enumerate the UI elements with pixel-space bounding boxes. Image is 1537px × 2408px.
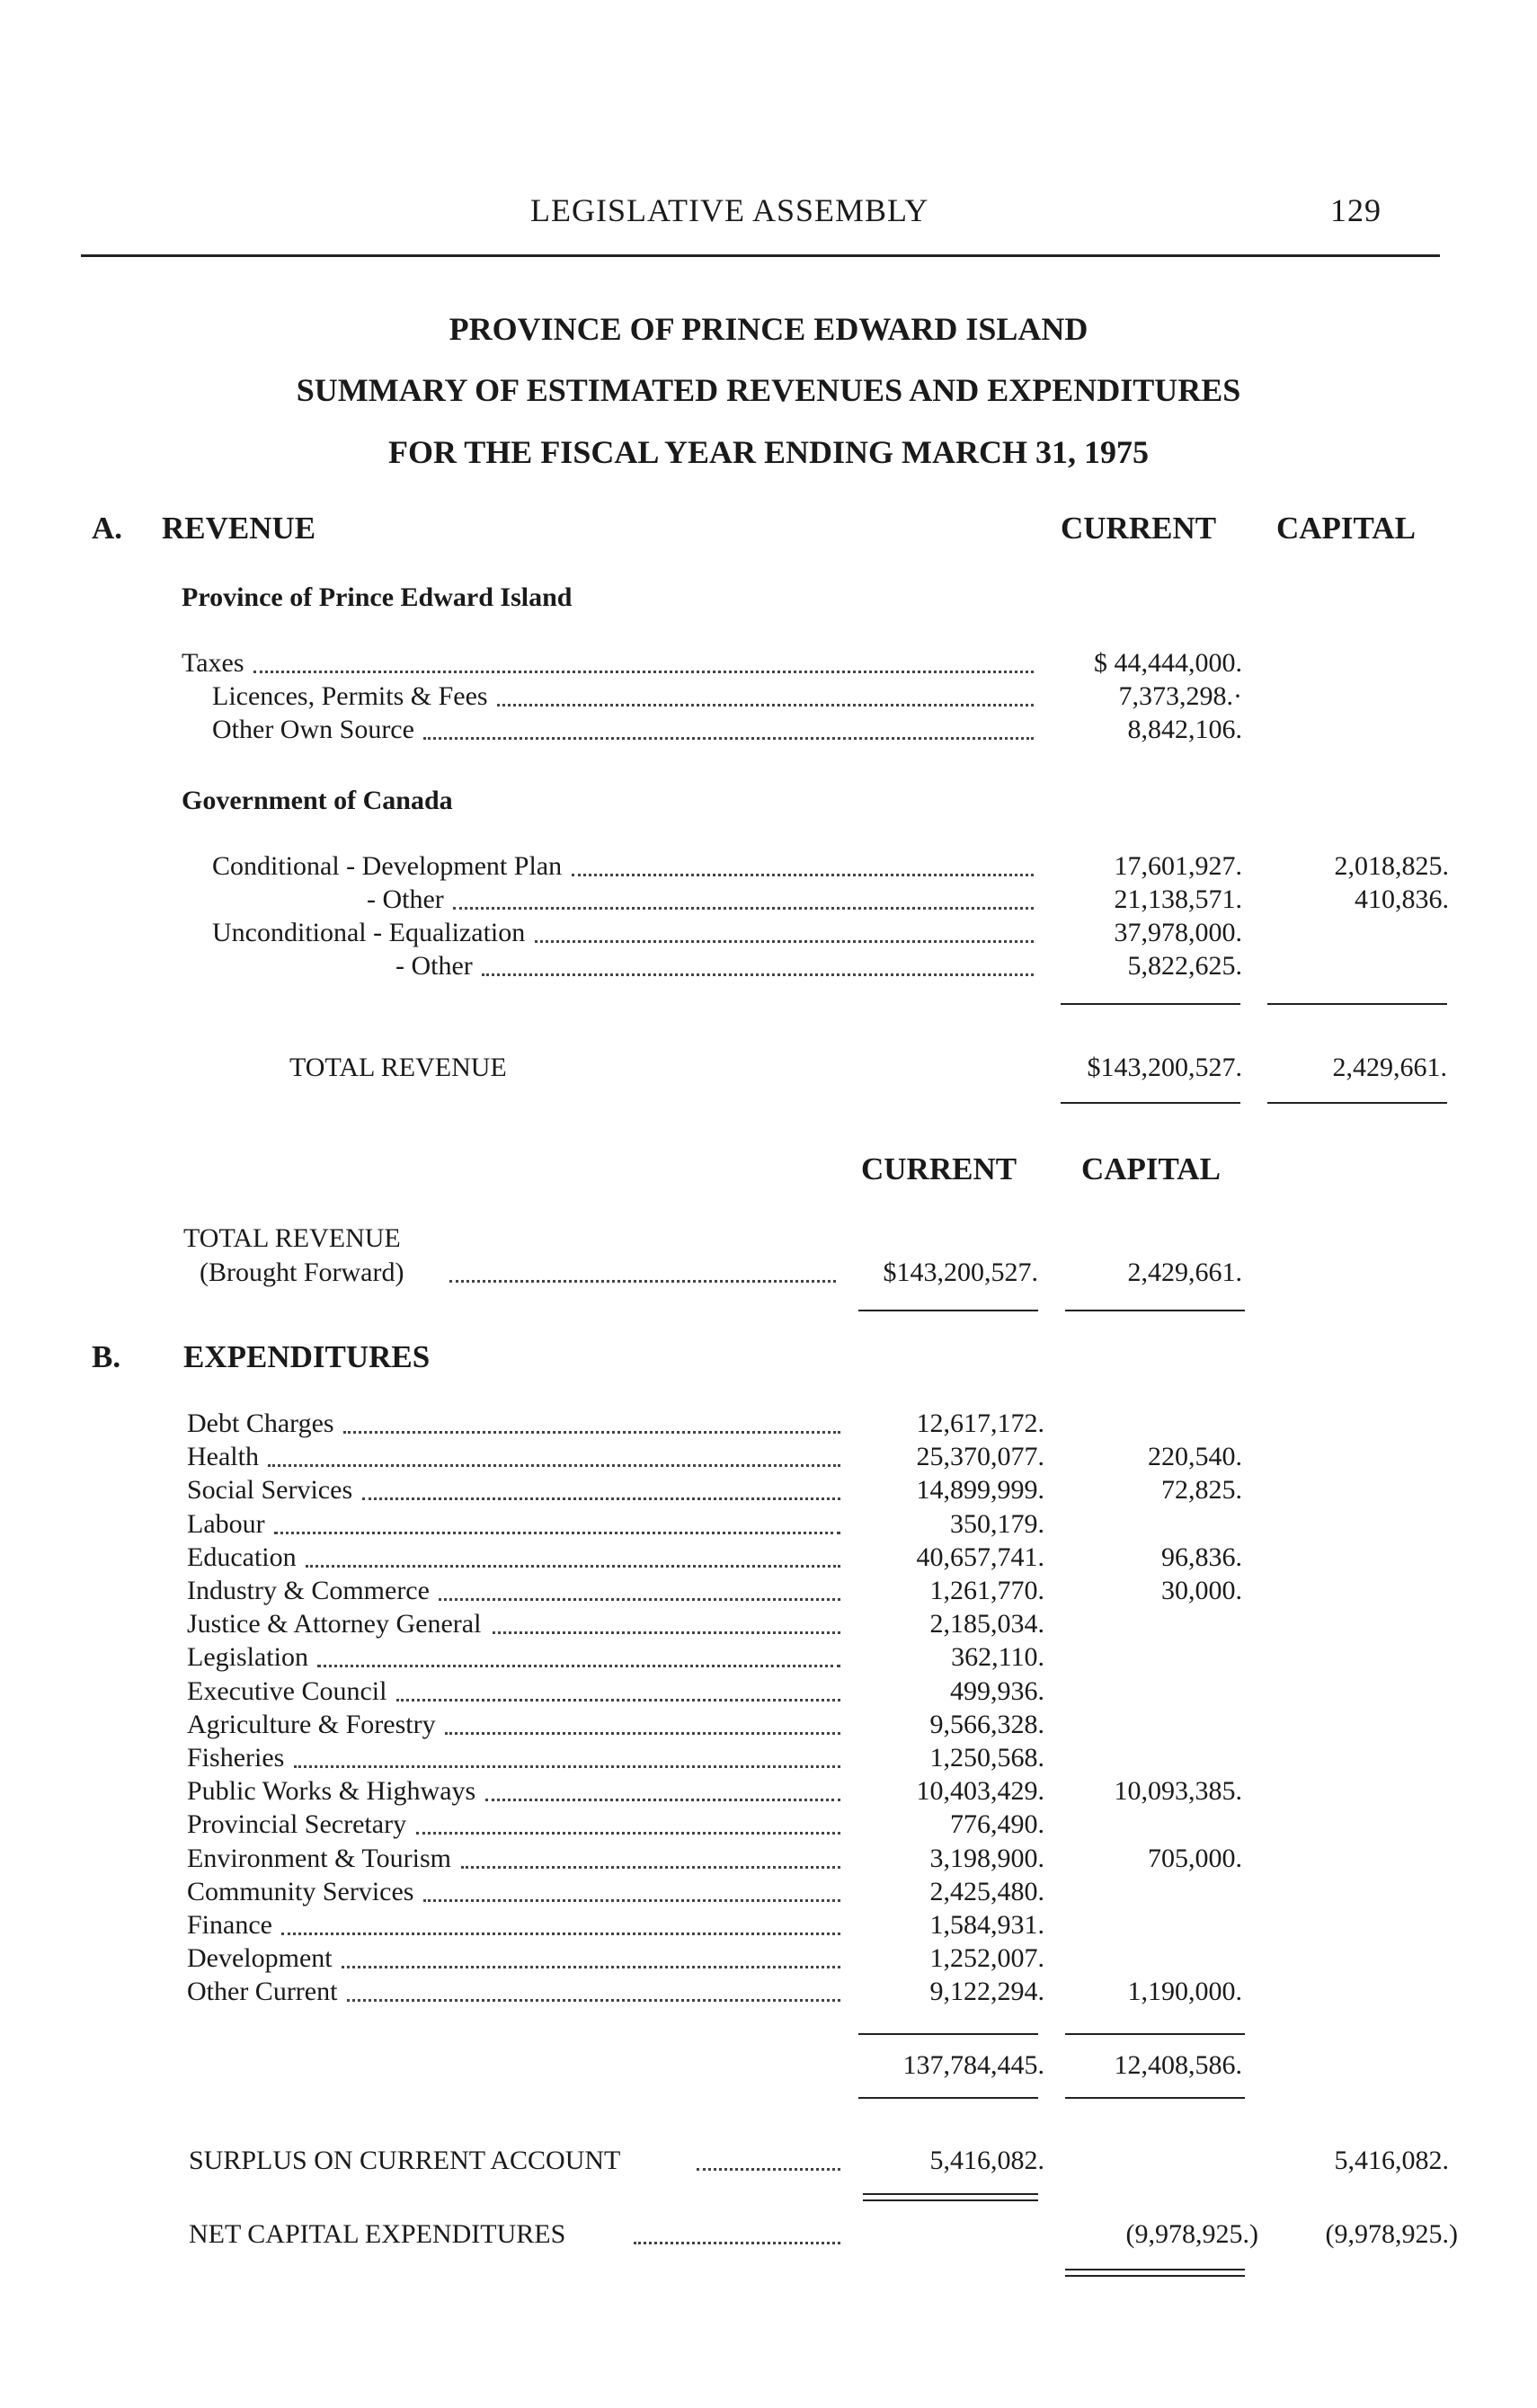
expenditure-row-label: Agriculture & Forestry <box>187 1709 436 1739</box>
expenditure-row-label: Debt Charges <box>187 1408 334 1438</box>
title-province: PROVINCE OF PRINCE EDWARD ISLAND <box>449 311 1088 347</box>
expenditure-row-capital: 96,836. <box>1161 1542 1242 1572</box>
expenditure-row-leader-dots <box>362 1497 840 1500</box>
canada-row-leader-dots <box>453 907 1034 910</box>
canada-row-leader-dots <box>572 874 1034 876</box>
canada-row-current: 17,601,927. <box>1114 851 1242 881</box>
expenditure-row-label: Other Current <box>187 1977 338 2007</box>
net-capital-far: (9,978,925.) <box>1325 2219 1458 2249</box>
province-row-current: $ 44,444,000. <box>1094 648 1242 678</box>
expenditure-row-label: Legislation <box>187 1642 308 1673</box>
expenditure-row-current: 2,425,480. <box>929 1876 1044 1906</box>
expenditure-row-current: 776,490. <box>950 1809 1044 1840</box>
canada-row-label: Unconditional - Equalization <box>212 918 526 947</box>
expenditure-row-leader-dots <box>416 1832 840 1835</box>
carried-label-line1: TOTAL REVENUE <box>183 1223 401 1253</box>
header-rule <box>81 254 1440 257</box>
total-revenue-label: TOTAL REVENUE <box>289 1053 507 1082</box>
surplus-current: 5,416,082. <box>929 2146 1044 2175</box>
surplus-label: SURPLUS ON CURRENT ACCOUNT <box>189 2146 621 2175</box>
revenue-current-subtotal-rule <box>1061 1003 1240 1005</box>
expenditure-capital-total-rule <box>1065 2033 1245 2035</box>
expenditure-row-leader-dots <box>268 1464 840 1467</box>
carried-capital: 2,429,661. <box>1127 1257 1242 1287</box>
expenditure-row-current: 1,250,568. <box>929 1743 1044 1773</box>
carried-label-line2: (Brought Forward) <box>200 1257 404 1287</box>
expenditure-row-leader-dots <box>396 1699 840 1702</box>
expenditure-row-label: Environment & Tourism <box>187 1843 451 1873</box>
section-b-letter: B. <box>92 1339 121 1374</box>
expenditure-row-capital: 72,825. <box>1161 1475 1242 1506</box>
revenue-capital-subtotal-rule <box>1267 1003 1447 1005</box>
canada-group-heading: Government of Canada <box>182 786 453 815</box>
canada-row-leader-dots <box>535 940 1034 943</box>
expenditure-row-current: 3,198,900. <box>929 1843 1044 1873</box>
expenditure-current-total-underline <box>858 2097 1038 2099</box>
expenditure-row-label: Provincial Secretary <box>187 1809 407 1840</box>
expenditure-row-leader-dots <box>485 1799 840 1801</box>
expenditure-row-current: 2,185,034. <box>929 1609 1044 1639</box>
revenue-col-current: CURRENT <box>1061 511 1217 546</box>
province-row-label: Taxes <box>182 648 244 678</box>
province-row-label: Licences, Permits & Fees <box>212 681 488 711</box>
expenditure-row-current: 40,657,741. <box>916 1542 1044 1572</box>
carried-current: $143,200,527. <box>883 1257 1038 1287</box>
surplus-leader-dots <box>697 2168 840 2171</box>
expenditure-row-current: 10,403,429. <box>916 1776 1044 1807</box>
province-row-leader-dots <box>423 737 1034 740</box>
expenditure-row-current: 1,252,007. <box>929 1943 1044 1974</box>
canada-row-leader-dots <box>482 973 1034 976</box>
canada-row-capital: 2,018,825. <box>1334 851 1449 881</box>
net-capital-value: (9,978,925.) <box>1125 2219 1258 2249</box>
expenditure-row-current: 350,179. <box>950 1508 1044 1539</box>
surplus-double-rule <box>863 2193 1038 2201</box>
expenditure-row-current: 1,261,770. <box>929 1576 1044 1605</box>
expenditure-row-leader-dots <box>439 1598 840 1601</box>
expenditure-row-current: 1,584,931. <box>929 1910 1044 1940</box>
expenditure-row-capital: 1,190,000. <box>1127 1977 1242 2007</box>
expenditure-row-leader-dots <box>294 1765 840 1768</box>
total-revenue-current: $143,200,527. <box>1087 1053 1242 1082</box>
province-row-leader-dots <box>497 704 1034 706</box>
expenditure-row-label: Education <box>187 1542 297 1572</box>
expenditure-row-capital: 220,540. <box>1148 1442 1242 1472</box>
province-group-heading: Province of Prince Edward Island <box>182 582 573 612</box>
expenditure-row-label: Justice & Attorney General <box>187 1609 482 1639</box>
carried-col-capital: CAPITAL <box>1081 1151 1221 1186</box>
expenditure-total-capital: 12,408,586. <box>1114 2050 1242 2080</box>
expenditure-row-label: Social Services <box>187 1475 353 1506</box>
section-b-heading: EXPENDITURES <box>183 1339 431 1374</box>
expenditure-row-leader-dots <box>445 1732 840 1735</box>
expenditure-row-current: 9,122,294. <box>929 1977 1044 2007</box>
expenditure-row-current: 25,370,077. <box>916 1442 1044 1472</box>
province-row-leader-dots <box>253 671 1034 673</box>
expenditure-row-label: Development <box>187 1943 333 1974</box>
net-capital-leader-dots <box>634 2242 840 2244</box>
province-row-label: Other Own Source <box>212 715 414 744</box>
net-capital-label: NET CAPITAL EXPENDITURES <box>189 2219 566 2249</box>
province-row-current: 7,373,298.· <box>1118 681 1242 711</box>
expenditure-row-leader-dots <box>342 1966 840 1968</box>
expenditure-row-leader-dots <box>306 1565 840 1568</box>
running-title: LEGISLATIVE ASSEMBLY <box>530 192 929 228</box>
canada-row-current: 21,138,571. <box>1114 884 1242 914</box>
canada-row-capital: 410,836. <box>1355 884 1449 914</box>
total-revenue-capital-rule <box>1267 1102 1447 1104</box>
carried-capital-rule <box>1065 1310 1245 1311</box>
expenditure-row-current: 12,617,172. <box>916 1408 1044 1438</box>
expenditure-row-label: Community Services <box>187 1876 414 1906</box>
expenditure-row-leader-dots <box>343 1431 840 1434</box>
expenditure-row-leader-dots <box>317 1665 840 1667</box>
expenditure-row-leader-dots <box>461 1866 840 1869</box>
canada-row-label: Conditional - Development Plan <box>212 851 563 881</box>
expenditure-row-current: 9,566,328. <box>929 1709 1044 1739</box>
expenditure-row-capital: 705,000. <box>1148 1843 1242 1873</box>
canada-row-current: 5,822,625. <box>1127 951 1242 981</box>
title-summary: SUMMARY OF ESTIMATED REVENUES AND EXPENDITURES <box>296 372 1241 408</box>
canada-row-label: - Other <box>367 884 444 914</box>
expenditure-row-label: Public Works & Highways <box>187 1776 476 1807</box>
province-row-current: 8,842,106. <box>1127 715 1242 744</box>
expenditure-row-label: Fisheries <box>187 1743 285 1773</box>
total-revenue-capital: 2,429,661. <box>1332 1053 1447 1082</box>
section-a-heading: REVENUE <box>162 511 316 546</box>
carried-col-current: CURRENT <box>861 1151 1017 1186</box>
surplus-far: 5,416,082. <box>1334 2146 1449 2175</box>
net-capital-double-rule <box>1065 2269 1245 2277</box>
expenditure-row-label: Industry & Commerce <box>187 1576 430 1605</box>
expenditure-capital-total-underline <box>1065 2097 1245 2099</box>
section-a-letter: A. <box>92 511 123 546</box>
revenue-col-capital: CAPITAL <box>1276 511 1416 546</box>
expenditure-total-current: 137,784,445. <box>902 2050 1044 2080</box>
expenditure-row-current: 499,936. <box>950 1675 1044 1706</box>
expenditure-current-total-rule <box>858 2033 1038 2035</box>
expenditure-row-current: 362,110. <box>951 1642 1044 1673</box>
expenditure-row-label: Executive Council <box>187 1675 387 1706</box>
expenditure-row-capital: 30,000. <box>1161 1576 1242 1605</box>
carried-current-rule <box>858 1310 1038 1311</box>
page-number: 129 <box>1330 192 1382 228</box>
expenditure-row-leader-dots <box>423 1899 840 1902</box>
canada-row-current: 37,978,000. <box>1114 918 1242 947</box>
canada-row-label: - Other <box>395 951 473 981</box>
expenditure-row-label: Finance <box>187 1910 272 1940</box>
expenditure-row-label: Labour <box>187 1508 265 1539</box>
carried-leader-dots <box>449 1280 836 1283</box>
expenditure-row-leader-dots <box>493 1631 840 1634</box>
expenditure-row-leader-dots <box>281 1933 840 1935</box>
expenditure-row-leader-dots <box>347 1999 840 2002</box>
total-revenue-current-rule <box>1061 1102 1240 1104</box>
expenditure-row-current: 14,899,999. <box>916 1475 1044 1506</box>
title-fiscal-year: FOR THE FISCAL YEAR ENDING MARCH 31, 1975 <box>387 434 1150 470</box>
expenditure-row-capital: 10,093,385. <box>1114 1776 1242 1807</box>
expenditure-row-leader-dots <box>274 1532 840 1534</box>
expenditure-row-label: Health <box>187 1442 259 1472</box>
